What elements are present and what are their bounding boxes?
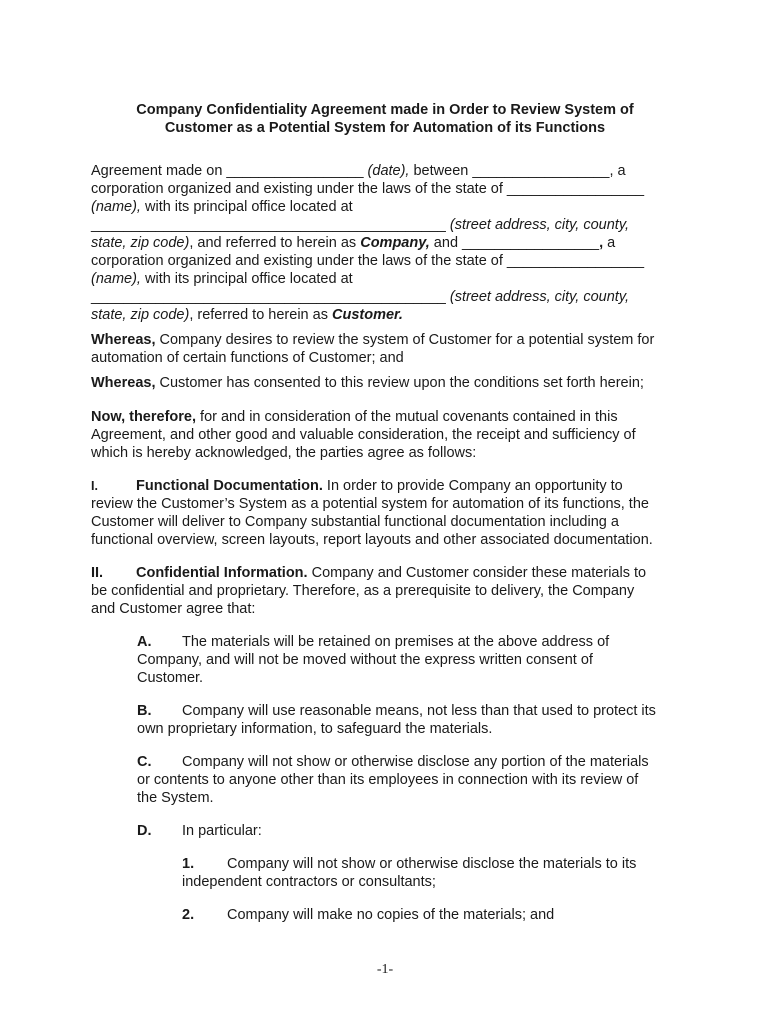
text-run: Agreement, and other good and valuable consideration, the receipt and sufficiency of bbox=[91, 427, 636, 443]
text-run: and _________________ bbox=[429, 235, 600, 251]
text-run: In order to provide Company an opportunity to bbox=[322, 478, 623, 494]
text-run: Company, and will not be moved without the express written consent of bbox=[137, 652, 593, 668]
text-run: and Customer agree that: bbox=[91, 601, 256, 617]
title-line: Company Confidentiality Agreement made in Order to Review System of bbox=[136, 102, 634, 118]
name-label: (name), bbox=[91, 271, 141, 287]
item-number: 2. bbox=[182, 907, 195, 923]
text-run: automation of certain functions of Customer; and bbox=[91, 350, 404, 366]
whereas-lead: Whereas, bbox=[91, 375, 156, 391]
section-functional-documentation bbox=[91, 477, 653, 549]
item-letter: D. bbox=[137, 823, 152, 839]
item-letter: A. bbox=[137, 634, 152, 650]
text-run: for and in consideration of the mutual covenants contained in this bbox=[196, 409, 618, 425]
list-item-b bbox=[137, 702, 656, 738]
address-blank: ____________________________________________ bbox=[91, 217, 450, 233]
text-run: , referred to herein as bbox=[189, 307, 332, 323]
now-therefore-lead: Now, therefore, bbox=[91, 409, 197, 425]
text-run: Company desires to review the system of Customer for a potential system for bbox=[155, 332, 655, 348]
address-label: (street address, city, county, bbox=[449, 289, 630, 305]
text-run: own proprietary information, to safeguard the materials. bbox=[137, 721, 493, 737]
text-run: Company and Customer consider these materials to bbox=[307, 565, 647, 581]
text-run: corporation organized and existing under the laws of the state of _________________ bbox=[91, 181, 645, 197]
text-run: Agreement made on _________________ bbox=[91, 163, 368, 179]
section-number: II. bbox=[91, 565, 104, 581]
title-line: Customer as a Potential System for Automation of its Functions bbox=[164, 120, 606, 136]
text-run: between _________________, a bbox=[409, 163, 626, 179]
address-label: state, zip code) bbox=[91, 235, 190, 251]
company-defined-term: Company, bbox=[360, 235, 430, 251]
list-item-a bbox=[137, 633, 609, 687]
text-run: Company will not show or otherwise disclose the materials to its bbox=[227, 856, 637, 872]
text-run: with its principal office located at bbox=[140, 199, 353, 215]
address-label: state, zip code) bbox=[91, 307, 190, 323]
text-run: the System. bbox=[137, 790, 214, 806]
section-number: I. bbox=[91, 479, 98, 493]
document-title bbox=[90, 101, 680, 137]
section-confidential-information bbox=[91, 564, 646, 618]
address-label: (street address, city, county, bbox=[449, 217, 630, 233]
page-number: -1- bbox=[376, 962, 394, 977]
list-item-2 bbox=[182, 906, 554, 924]
text-run: In particular: bbox=[182, 823, 262, 839]
text-run: with its principal office located at bbox=[140, 271, 353, 287]
customer-defined-term: Customer. bbox=[332, 307, 403, 323]
preamble-paragraph bbox=[91, 162, 644, 324]
text-run: or contents to anyone other than its employees in connection with its review of bbox=[137, 772, 639, 788]
text-run: review the Customer’s System as a potential system for automation of its functions, the bbox=[91, 496, 649, 512]
section-heading: Confidential Information. bbox=[136, 565, 308, 581]
now-therefore-paragraph bbox=[91, 408, 636, 462]
list-item-c bbox=[137, 753, 649, 807]
name-label: (name), bbox=[91, 199, 141, 215]
text-run: The materials will be retained on premises at the above address of bbox=[182, 634, 610, 650]
item-letter: B. bbox=[137, 703, 152, 719]
list-item-1 bbox=[182, 855, 636, 891]
list-item-d bbox=[137, 822, 262, 840]
item-number: 1. bbox=[182, 856, 195, 872]
address-blank: ____________________________________________ bbox=[91, 289, 450, 305]
text-run: Customer will deliver to Company substantial functional documentation including a bbox=[91, 514, 619, 530]
text-run: independent contractors or consultants; bbox=[182, 874, 436, 890]
whereas-paragraph bbox=[91, 374, 644, 392]
text-run: be confidential and proprietary. Therefore, as a prerequisite to delivery, the Company bbox=[91, 583, 635, 599]
text-run: Customer has consented to this review upon the conditions set forth herein; bbox=[155, 375, 644, 391]
section-heading: Functional Documentation. bbox=[136, 478, 323, 494]
text-run: Company will use reasonable means, not less than that used to protect its bbox=[182, 703, 656, 719]
whereas-lead: Whereas, bbox=[91, 332, 156, 348]
text-run: Customer. bbox=[137, 670, 204, 686]
text-run: a bbox=[603, 235, 616, 251]
text-run: Company will make no copies of the materials; and bbox=[227, 907, 555, 923]
text-run: corporation organized and existing under the laws of the state of _________________ bbox=[91, 253, 645, 269]
date-label: (date), bbox=[367, 163, 410, 179]
text-run: , and referred to herein as bbox=[189, 235, 361, 251]
whereas-paragraph bbox=[91, 331, 654, 367]
text-run: , bbox=[599, 235, 604, 251]
item-letter: C. bbox=[137, 754, 152, 770]
text-run: Company will not show or otherwise disclose any portion of the materials bbox=[182, 754, 649, 770]
text-run: functional overview, screen layouts, report layouts and other associated documentation. bbox=[91, 532, 653, 548]
text-run: which is hereby acknowledged, the parties agree as follows: bbox=[91, 445, 477, 461]
